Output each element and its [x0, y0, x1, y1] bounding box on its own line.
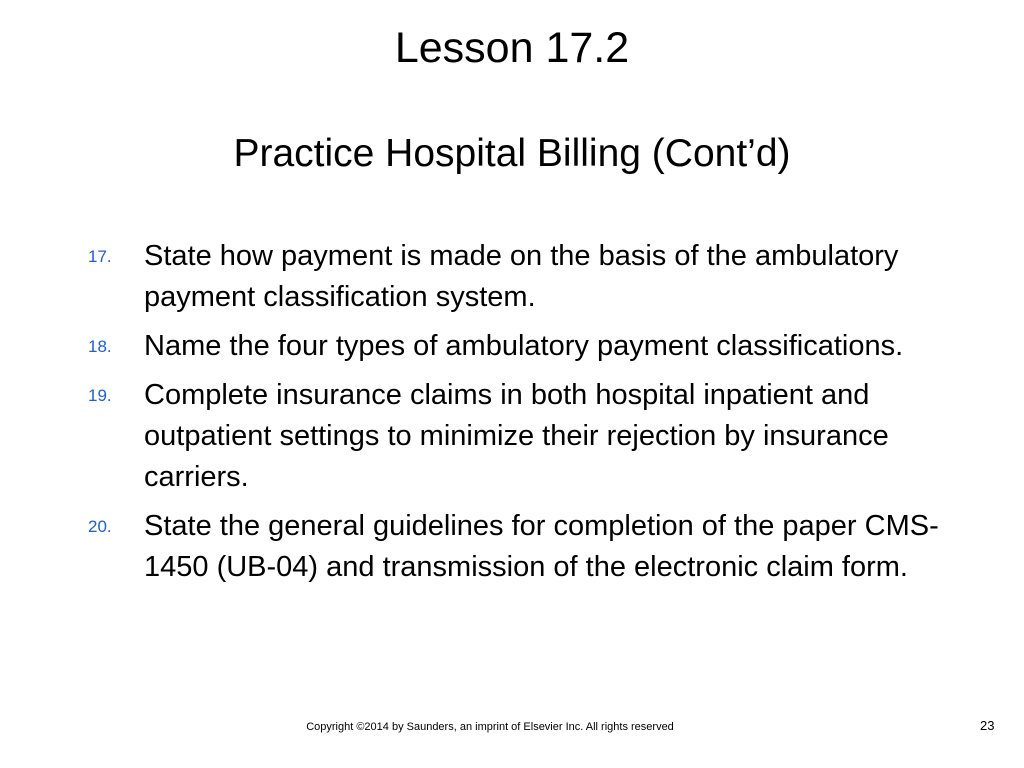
- slide-title: Lesson 17.2: [394, 24, 630, 72]
- list-item: [88, 236, 958, 318]
- page-number: 23: [980, 718, 995, 733]
- slide-subtitle: Practice Hospital Billing (Cont’d): [233, 132, 791, 175]
- list-item: [88, 506, 958, 588]
- list-item-text: Complete insurance claims in both hospital inpatient and outpatient settings to minimize their rejection by insurance carriers.: [144, 379, 889, 493]
- list-item: [88, 326, 958, 367]
- list-item-text: Name the four types of ambulatory payment classifications.: [144, 330, 904, 362]
- list-item-number: 19.: [88, 386, 112, 405]
- copyright-notice: Copyright ©2014 by Saunders, an imprint of Elsevier Inc. All rights reserved: [306, 721, 674, 733]
- list-item-number: 18.: [88, 337, 112, 356]
- list-item-number: 17.: [88, 247, 112, 266]
- list-item-number: 20.: [88, 517, 112, 536]
- list-item: [88, 375, 958, 498]
- objectives-list: [88, 236, 958, 596]
- list-item-text: State the general guidelines for completion of the paper CMS-1450 (UB-04) and transmission of the electronic claim form.: [144, 510, 939, 583]
- list-item-text: State how payment is made on the basis of the ambulatory payment classification system.: [144, 240, 899, 313]
